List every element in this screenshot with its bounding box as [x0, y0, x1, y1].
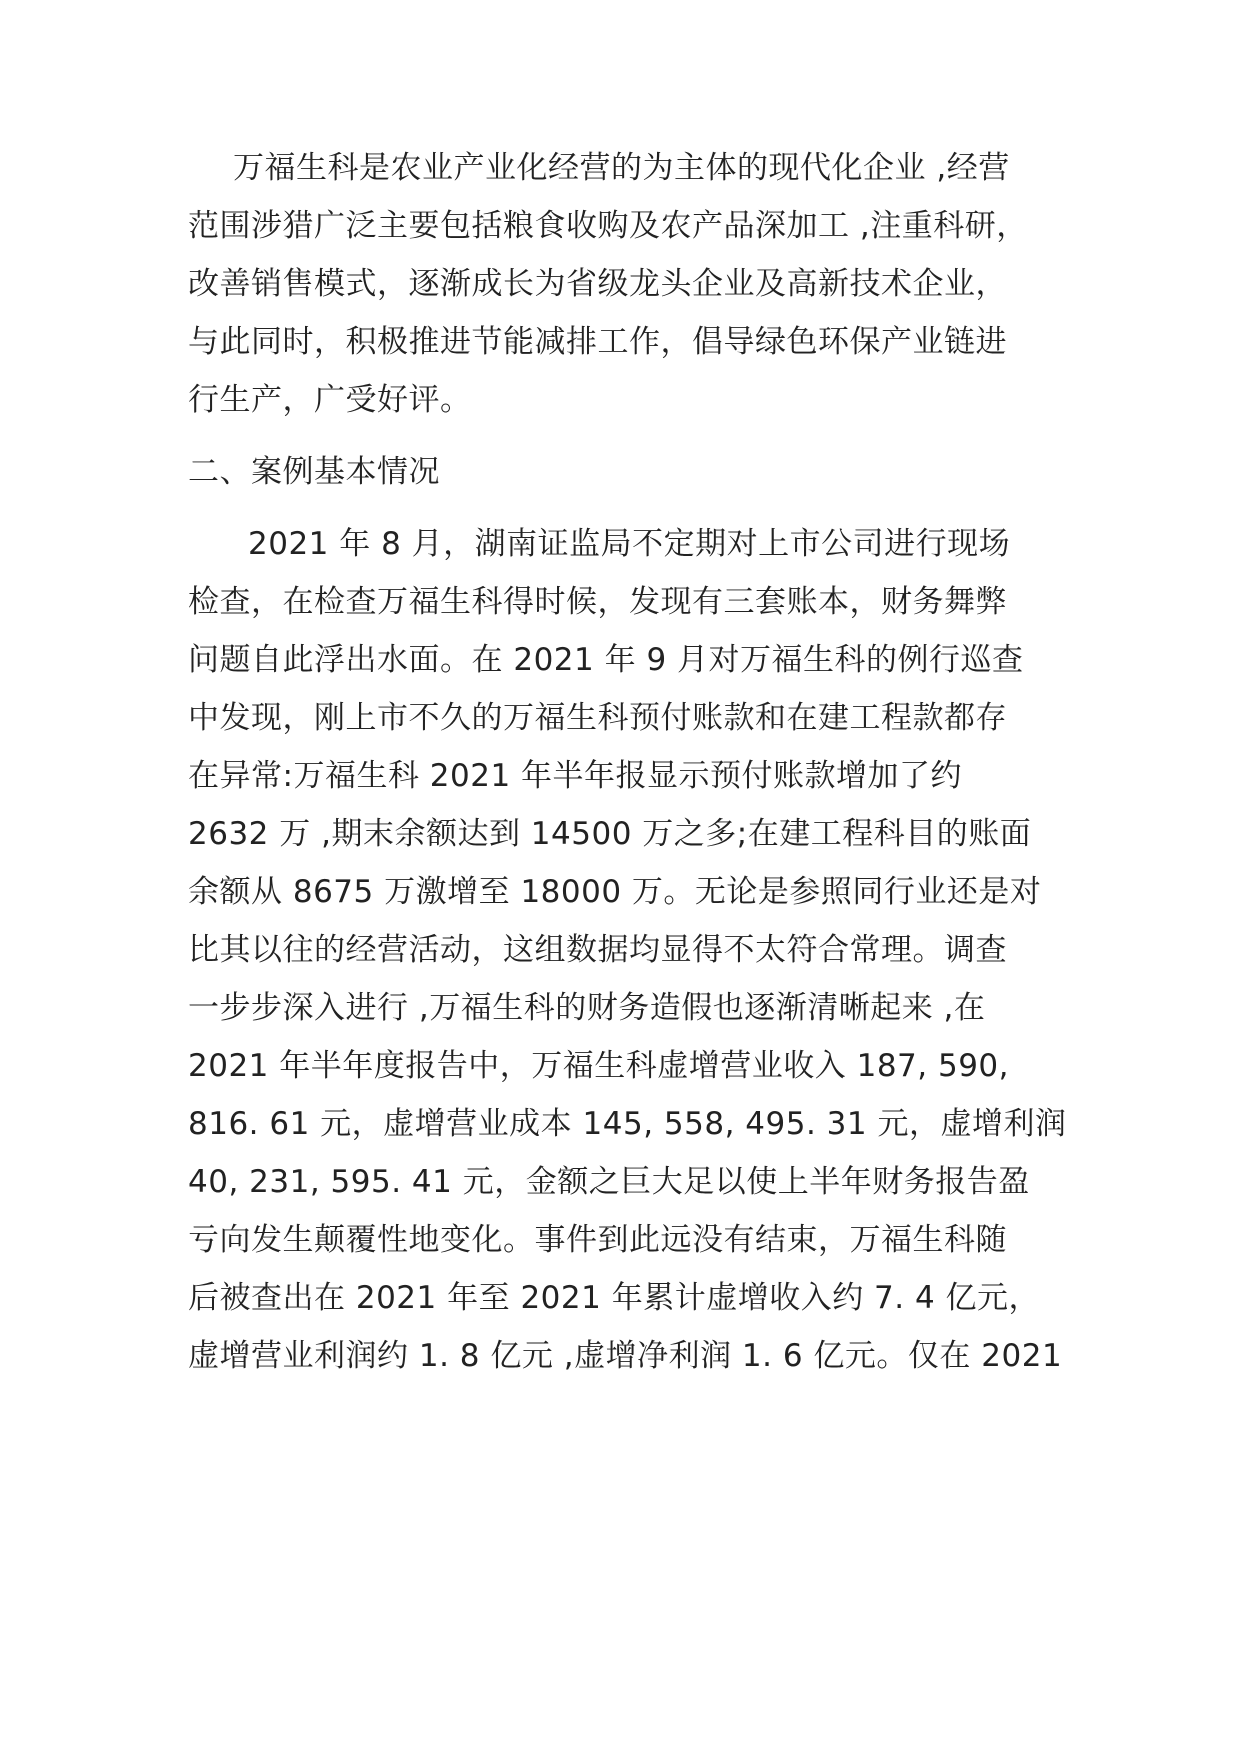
paragraph-1-line-4: 与此同时，积极推进节能减排工作，倡导绿色环保产业链进	[188, 324, 1007, 360]
paragraph-2-line-5: 在异常:万福生科 2021 年半年报显示预付账款增加了约	[188, 758, 963, 794]
paragraph-2-line-8: 比其以往的经营活动，这组数据均显得不太符合常理。调查	[188, 932, 1007, 968]
paragraph-2-line-14: 后被查出在 2021 年至 2021 年累计虚增收入约 7. 4 亿元，	[188, 1280, 1041, 1316]
paragraph-2-line-15: 虚增营业利润约 1. 8 亿元 ,虚增净利润 1. 6 亿元。仅在 2021	[188, 1338, 1063, 1374]
paragraph-2-line-12: 40, 231, 595. 41 元，金额之巨大足以使上半年财务报告盈	[188, 1164, 1030, 1200]
section-heading: 二、案例基本情况	[188, 454, 440, 490]
paragraph-2-line-6: 2632 万 ,期末余额达到 14500 万之多;在建工程科目的账面	[188, 816, 1032, 852]
paragraph-2-line-9: 一步步深入进行 ,万福生科的财务造假也逐渐清晰起来 ,在	[188, 990, 986, 1026]
paragraph-1-line-3: 改善销售模式，逐渐成长为省级龙头企业及高新技术企业，	[188, 266, 1007, 302]
paragraph-1-line-1: 万福生科是农业产业化经营的为主体的现代化企业 ,经营	[233, 150, 1010, 186]
paragraph-2-line-3: 问题自此浮出水面。在 2021 年 9 月对万福生科的例行巡查	[188, 642, 1024, 678]
paragraph-1-line-5: 行生产，广受好评。	[188, 382, 472, 418]
paragraph-2-line-7: 余额从 8675 万激增至 18000 万。无论是参照同行业还是对	[188, 874, 1042, 910]
paragraph-1-line-2: 范围涉猎广泛主要包括粮食收购及农产品深加工 ,注重科研，	[188, 208, 1028, 244]
paragraph-2-line-13: 亏向发生颠覆性地变化。事件到此远没有结束，万福生科随	[188, 1222, 1007, 1258]
paragraph-2-line-11: 816. 61 元，虚增营业成本 145, 558, 495. 31 元，虚增利润	[188, 1106, 1067, 1142]
paragraph-2-line-1: 2021 年 8 月，湖南证监局不定期对上市公司进行现场	[248, 526, 1011, 562]
paragraph-2-line-10: 2021 年半年度报告中，万福生科虚增营业收入 187, 590,	[188, 1048, 1009, 1084]
paragraph-2-line-2: 检查，在检查万福生科得时候，发现有三套账本，财务舞弊	[188, 584, 1007, 620]
paragraph-2-line-4: 中发现，刚上市不久的万福生科预付账款和在建工程款都存	[188, 700, 1007, 736]
